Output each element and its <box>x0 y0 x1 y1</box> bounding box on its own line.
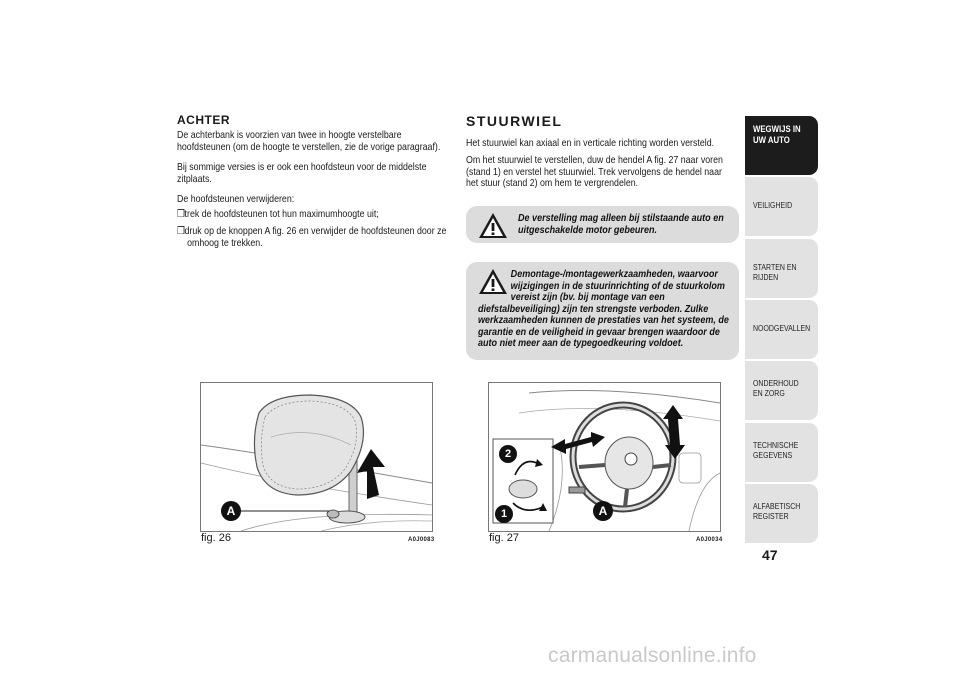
tab-label: NOODGEVALLEN <box>753 323 811 333</box>
paragraph-stuurwiel-instructie: Om het stuurwiel te verstellen, duw de hendel A fig. 27 naar voren (stand 1) en verstel het stuurwiel. Trek vervolgens de hendel naar het stuur (stand 2) om hem te vergrendelen. <box>466 154 723 189</box>
checkbox-bullet-icon: ❒ <box>177 225 185 237</box>
tab-label: STARTEN EN RIJDEN <box>753 262 797 282</box>
checkbox-bullet-icon: ❒ <box>177 208 185 220</box>
page-number: 47 <box>762 547 778 563</box>
figure-26-code: A0J0083 <box>408 537 435 543</box>
tab-alfabetisch-register[interactable] <box>745 484 818 543</box>
section-heading-stuurwiel: STUURWIEL <box>466 113 563 129</box>
section-heading-achter: ACHTER <box>177 113 230 127</box>
paragraph-achterbank: De achterbank is voorzien van twee in hoogte verstelbare hoofdsteunen (om de hoogte te verstellen, zie de vorige paragraaf). <box>177 129 441 153</box>
tab-label: TECHNISCHE GEGEVENS <box>753 440 799 460</box>
watermark: carmanualsonline.info <box>548 644 757 667</box>
warning-text-1: De verstelling mag alleen bij stilstaande auto en uitgeschakelde motor gebeuren. <box>518 212 724 236</box>
figure-27-steering-wheel <box>488 382 721 532</box>
warning-box-1 <box>466 206 739 243</box>
callout-a-fig26: A <box>221 501 241 521</box>
warning-triangle-icon <box>478 212 508 239</box>
tab-label: ALFABETISCH REGISTER <box>753 501 801 521</box>
warning-text-2: Demontage-/montagewerkzaamheden, waarvoor wijzigingen in de stuurinrichting of de stuurkolom vereist zijn (bv. bij montage van een diefstalbeveiliging) zijn ten strengste verboden. Zulke werkzaamheden kunnen de prestaties van het systeem, de garantie en de veiligheid in gevaar brengen waardoor de auto niet meer aan de typegoedkeuring voldoet. <box>478 268 729 349</box>
tab-starten-en-rijden[interactable] <box>745 239 818 298</box>
tab-onderhoud-en-zorg[interactable] <box>745 361 818 420</box>
figure-27-caption: fig. 27 <box>489 532 519 544</box>
callout-1-fig27: 1 <box>495 505 513 523</box>
tab-wegwijs-in-uw-auto[interactable] <box>745 116 818 175</box>
tab-label: VEILIGHEID <box>753 200 793 210</box>
figure-26-headrest <box>200 382 433 532</box>
paragraph-verwijderen: De hoofdsteunen verwijderen: <box>177 193 295 205</box>
tab-technische-gegevens[interactable] <box>745 423 818 482</box>
callout-a-fig27: A <box>593 501 613 521</box>
tab-noodgevallen[interactable] <box>745 300 818 359</box>
bullet-item-2 <box>177 226 454 249</box>
tab-label: WEGWIJS IN UW AUTO <box>753 124 801 146</box>
warning-box-2 <box>466 262 739 360</box>
bullet-item-1 <box>177 209 454 221</box>
paragraph-middelste-zitplaats: Bij sommige versies is er ook een hoofdsteun voor de middelste zitplaats. <box>177 161 427 185</box>
figure-27-code: A0J0034 <box>696 537 723 543</box>
paragraph-stuurwiel-verstelling: Het stuurwiel kan axiaal en in verticale richting worden versteld. <box>466 137 715 149</box>
callout-2-fig27: 2 <box>499 445 517 463</box>
warning-text-2-wrap <box>478 269 734 355</box>
tab-label: ONDERHOUD EN ZORG <box>753 378 799 398</box>
bullet-text: trek de hoofdsteunen tot hun maximumhoogte uit; <box>184 208 379 220</box>
figure-26-caption: fig. 26 <box>201 532 231 544</box>
tab-veiligheid[interactable] <box>745 177 818 236</box>
bullet-text: druk op de knoppen A fig. 26 en verwijder de hoofdsteunen door ze omhoog te trekken. <box>184 225 447 249</box>
